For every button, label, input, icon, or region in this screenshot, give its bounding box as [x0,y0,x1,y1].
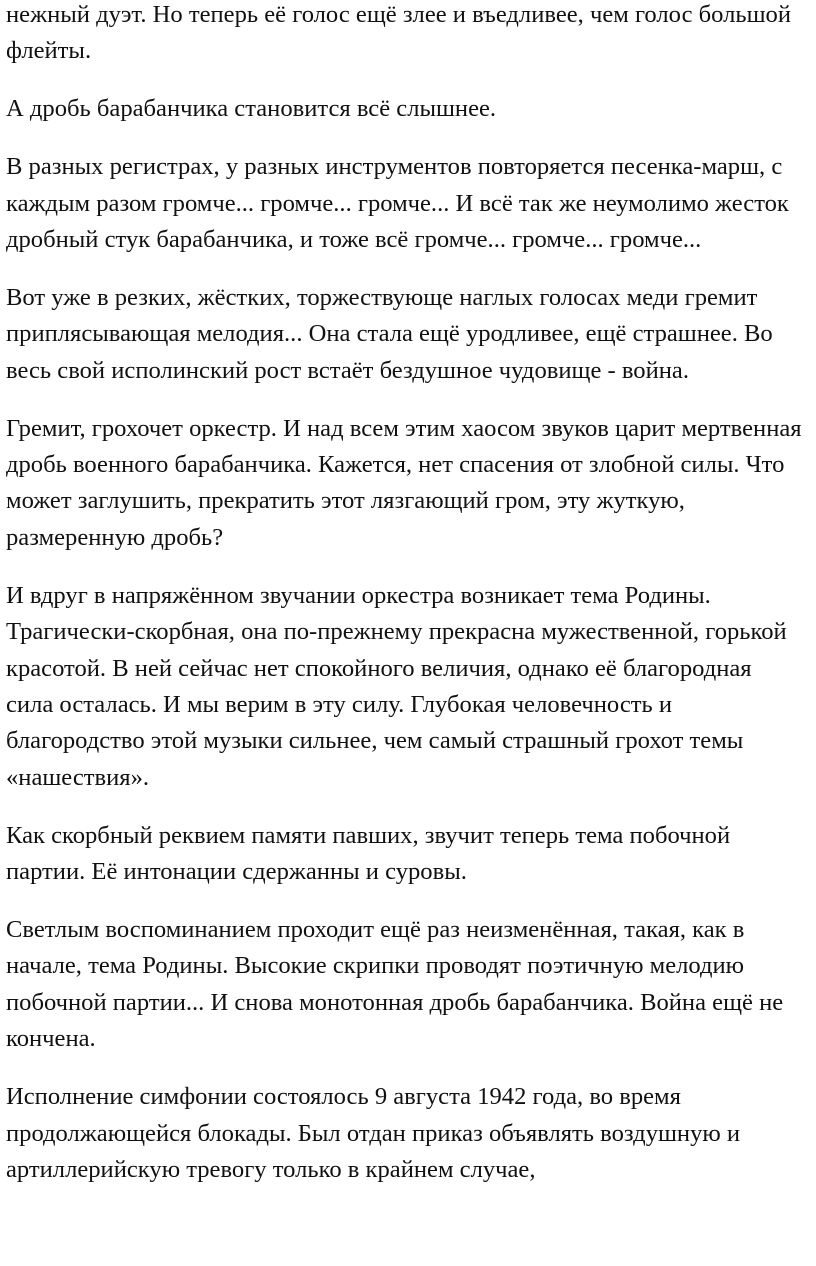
paragraph-1: нежный дуэт. Но теперь её голос ещё злее и въедливее, чем голос большой флейты. [6,1,792,65]
paragraph-3: В разных регистрах, у разных инструментов повторяется песенка-марш, с каждым разом громче... громче... громче... И всё так же неумолимо жесток дробный стук барабанчика, и тоже всё громче... громче... громче... [6,153,789,254]
paragraph-5: Гремит, грохочет оркестр. И над всем этим хаосом звуков царит мертвенная дробь военного барабанчика. Кажется, нет спасения от злобной силы. Что может заглушить, прекратить этот лязгающий гром, эту жуткую, размеренную дробь? [6,414,802,551]
paragraph-4: Вот уже в резких, жёстких, торжествующе наглых голосах меди гремит приплясывающая мелодия... Она стала ещё уродливее, ещё страшнее. Во весь свой исполинский рост встаёт бездушное чудовище - война. [6,283,773,384]
paragraph-7: Как скорбный реквием памяти павших, звучит теперь тема побочной партии. Её интонации сдержанны и суровы. [6,821,731,886]
paragraph-6: И вдруг в напряжённом звучании оркестра возникает тема Родины. Трагически-скорбная, она по-прежнему прекрасна мужественной, горькой красотой. В ней сейчас нет спокойного величия, однако её благородная сила осталась. И мы верим в эту силу. Глубокая человечность и благородство этой музыки сильнее, чем самый страшный грохот темы «нашествия». [6,581,787,791]
paragraph-8: Светлым воспоминанием проходит ещё раз неизменённая, такая, как в начале, тема Родины. Высокие скрипки проводят поэтичную мелодию побочной партии... И снова монотонная дробь барабанчика. Война ещё не кончена. [6,916,784,1053]
paragraph-2: А дробь барабанчика становится всё слышнее. [6,95,497,123]
paragraph-9: Исполнение симфонии состоялось 9 августа 1942 года, во время продолжающейся блокады. Был отдан приказ объявлять воздушную и артиллерийскую тревогу только в крайнем случае, [6,1083,741,1183]
